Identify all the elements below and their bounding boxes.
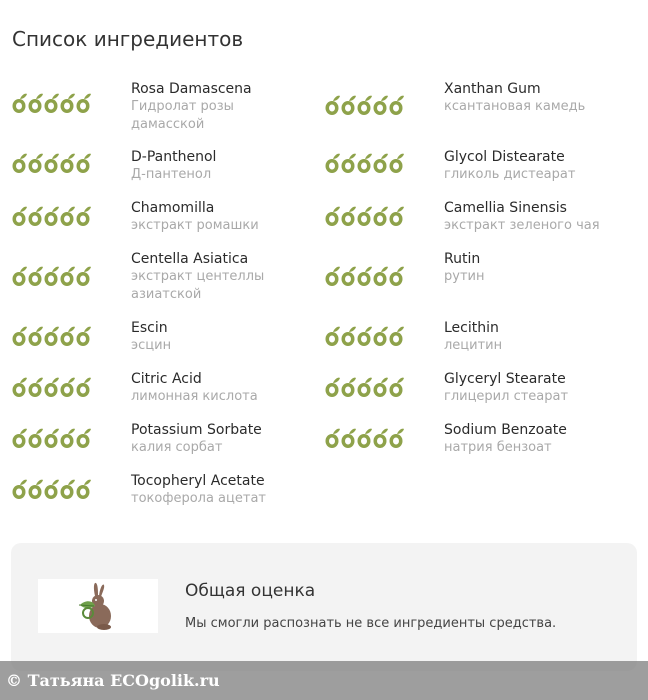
olive-leaf-icon <box>13 207 28 226</box>
olive-leaf-icon <box>29 267 44 286</box>
olive-leaf-icon <box>61 94 76 113</box>
olive-leaf-icon <box>390 207 405 226</box>
olive-leaf-icon <box>326 327 341 346</box>
ingredient-translation: калия сорбат <box>131 440 223 455</box>
olive-leaf-icon <box>326 154 341 173</box>
olive-leaf-icon <box>13 480 28 499</box>
olive-leaf-icon <box>358 327 373 346</box>
olive-leaf-icon <box>29 94 44 113</box>
ingredient-translation: эсцин <box>131 338 172 353</box>
olive-leaf-icon <box>61 378 76 397</box>
safety-rating <box>11 427 95 449</box>
olive-leaf-icon <box>342 378 357 397</box>
page-title: Список ингредиентов <box>12 27 244 51</box>
brand-logo <box>38 579 158 633</box>
olive-leaf-icon <box>77 154 92 173</box>
ingredient-name: Camellia Sinensis <box>444 200 567 216</box>
olive-leaf-icon <box>45 267 60 286</box>
olive-leaf-icon <box>13 154 28 173</box>
olive-leaf-icon <box>13 94 28 113</box>
olive-leaf-icon <box>77 429 92 448</box>
ingredient-name: Lecithin <box>444 320 499 336</box>
ingredient-translation: Д-пантенол <box>131 167 212 182</box>
olive-leaf-icon <box>390 267 405 286</box>
olive-leaf-icon <box>374 429 389 448</box>
safety-rating <box>11 265 95 287</box>
ingredient-translation: глицерил стеарат <box>444 389 569 404</box>
rabbit-icon <box>38 579 158 633</box>
ingredient-name: Escin <box>131 320 168 336</box>
olive-leaf-icon <box>13 267 28 286</box>
olive-leaf-icon <box>77 207 92 226</box>
watermark-text: © Татьяна ECOgolik.ru <box>6 671 220 690</box>
ingredient-translation: токоферола ацетат <box>131 491 266 506</box>
olive-leaf-icon <box>374 96 389 115</box>
ingredient-translation: экстракт ромашки <box>131 218 259 233</box>
ingredient-name: Centella Asiatica <box>131 251 249 267</box>
olive-leaf-icon <box>13 429 28 448</box>
olive-leaf-icon <box>61 207 76 226</box>
olive-leaf-icon <box>77 480 92 499</box>
ingredient-name: Rutin <box>444 251 481 267</box>
ingredient-name: Xanthan Gum <box>444 81 541 97</box>
olive-leaf-icon <box>342 327 357 346</box>
olive-leaf-icon <box>374 267 389 286</box>
watermark <box>0 661 648 700</box>
olive-leaf-icon <box>29 378 44 397</box>
safety-rating <box>324 265 408 287</box>
olive-leaf-icon <box>326 267 341 286</box>
olive-leaf-icon <box>29 207 44 226</box>
summary-title: Общая оценка <box>185 581 316 601</box>
olive-leaf-icon <box>390 154 405 173</box>
ingredient-name: Rosa Damascena <box>131 81 252 97</box>
olive-leaf-icon <box>374 207 389 226</box>
olive-leaf-icon <box>45 207 60 226</box>
olive-leaf-icon <box>326 96 341 115</box>
safety-rating <box>11 478 95 500</box>
olive-leaf-icon <box>342 154 357 173</box>
safety-rating <box>11 205 95 227</box>
safety-rating <box>324 427 408 449</box>
safety-rating <box>11 376 95 398</box>
safety-rating <box>324 205 408 227</box>
olive-leaf-icon <box>61 480 76 499</box>
olive-leaf-icon <box>342 207 357 226</box>
olive-leaf-icon <box>45 327 60 346</box>
olive-leaf-icon <box>29 480 44 499</box>
olive-leaf-icon <box>45 378 60 397</box>
olive-leaf-icon <box>45 429 60 448</box>
ingredient-translation: экстракт зеленого чая <box>444 218 600 233</box>
olive-leaf-icon <box>77 378 92 397</box>
safety-rating <box>324 325 408 347</box>
ingredient-translation: лимонная кислота <box>131 389 258 404</box>
summary-card <box>11 543 637 671</box>
olive-leaf-icon <box>326 207 341 226</box>
olive-leaf-icon <box>77 94 92 113</box>
ingredient-name: Potassium Sorbate <box>131 422 262 438</box>
ingredient-name: Glyceryl Stearate <box>444 371 566 387</box>
olive-leaf-icon <box>29 154 44 173</box>
olive-leaf-icon <box>342 267 357 286</box>
ingredient-translation: рутин <box>444 269 485 284</box>
ingredient-translation: экстракт центеллы азиатской <box>131 269 265 302</box>
summary-text: Мы смогли распознать не все ингредиенты средства. <box>185 616 557 631</box>
ingredient-translation: гликоль дистеарат <box>444 167 576 182</box>
olive-leaf-icon <box>374 154 389 173</box>
ingredient-translation: ксантановая камедь <box>444 99 586 114</box>
safety-rating <box>324 152 408 174</box>
olive-leaf-icon <box>358 267 373 286</box>
safety-rating <box>11 152 95 174</box>
ingredient-name: Glycol Distearate <box>444 149 565 165</box>
olive-leaf-icon <box>77 327 92 346</box>
ingredient-name: Chamomilla <box>131 200 215 216</box>
olive-leaf-icon <box>342 96 357 115</box>
olive-leaf-icon <box>358 429 373 448</box>
olive-leaf-icon <box>61 327 76 346</box>
olive-leaf-icon <box>374 327 389 346</box>
olive-leaf-icon <box>390 378 405 397</box>
olive-leaf-icon <box>13 378 28 397</box>
ingredient-translation: лецитин <box>444 338 503 353</box>
olive-leaf-icon <box>374 378 389 397</box>
ingredient-translation: натрия бензоат <box>444 440 552 455</box>
olive-leaf-icon <box>358 96 373 115</box>
ingredient-name: D-Panthenol <box>131 149 217 165</box>
olive-leaf-icon <box>45 480 60 499</box>
olive-leaf-icon <box>342 429 357 448</box>
olive-leaf-icon <box>61 267 76 286</box>
safety-rating <box>324 94 408 116</box>
olive-leaf-icon <box>45 154 60 173</box>
safety-rating <box>11 325 95 347</box>
ingredient-name: Citric Acid <box>131 371 202 387</box>
olive-leaf-icon <box>358 207 373 226</box>
ingredient-name: Sodium Benzoate <box>444 422 567 438</box>
olive-leaf-icon <box>61 154 76 173</box>
olive-leaf-icon <box>45 94 60 113</box>
olive-leaf-icon <box>326 429 341 448</box>
olive-leaf-icon <box>390 327 405 346</box>
olive-leaf-icon <box>61 429 76 448</box>
safety-rating <box>324 376 408 398</box>
olive-leaf-icon <box>13 327 28 346</box>
olive-leaf-icon <box>29 327 44 346</box>
olive-leaf-icon <box>29 429 44 448</box>
safety-rating <box>11 92 95 114</box>
ingredient-translation: Гидролат розы дамасской <box>131 99 234 132</box>
ingredient-name: Tocopheryl Acetate <box>131 473 265 489</box>
olive-leaf-icon <box>358 154 373 173</box>
olive-leaf-icon <box>77 267 92 286</box>
olive-leaf-icon <box>390 429 405 448</box>
olive-leaf-icon <box>358 378 373 397</box>
olive-leaf-icon <box>390 96 405 115</box>
olive-leaf-icon <box>326 378 341 397</box>
